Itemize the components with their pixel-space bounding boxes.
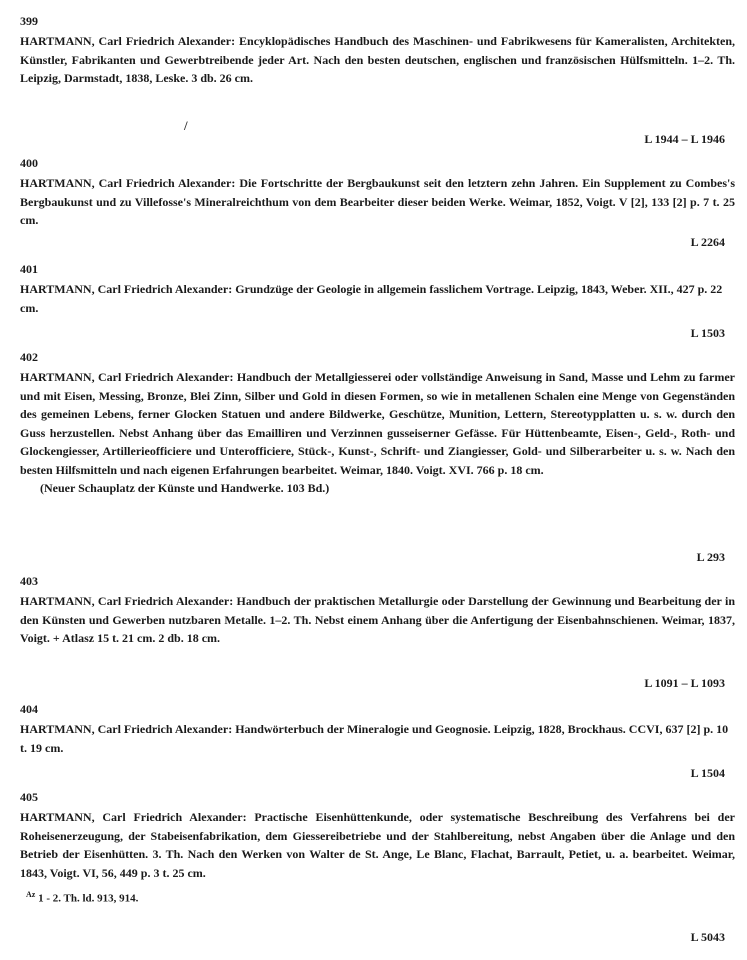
entry-number: 403 (20, 574, 38, 588)
entry-number: 399 (20, 14, 38, 28)
shelf-location: L 1503 (690, 326, 725, 340)
entry-399 (20, 14, 735, 146)
shelf-location: L 1504 (690, 766, 725, 780)
entry-404 (20, 702, 735, 780)
holdings-note (20, 888, 735, 906)
entry-number: 402 (20, 350, 38, 364)
shelf-location: L 293 (696, 550, 725, 564)
series-note: (Neuer Schauplatz der Künste und Handwerke. 103 Bd.) (40, 481, 330, 495)
entry-text: HARTMANN, Carl Friedrich Alexander: Handbuch der Metallgiesserei oder vollständige Anweisung in Sand, Masse und Lehm zu farmer und mit Eisen, Messing, Bronze, Blei Zinn, Silber und Gold in diesen Formen, so wie in metallenen Schalen eine Menge von Gegenständen des gemeinen Lebens, ferner Glocken Statuen und andere Bildwerke, Geschütze, Munition, Lettern, Stereotypplatten u. s. w. durch den Guss herzustellen. Nebst Anhang über das Emailliren und Verzinnen gusseiserner Gefässe. Für Hüttenbeamte, Eisen-, Geld-, Roth- und Glockengiesser, Artillerieofficiere und Unterofficiere, Stück-, Kunst-, Schrift- und Ziangiesser, Gold- und Silberarbeiter u. s. w. Nach den besten Hilfsmitteln und nach eigenen Erfahrungen bearbeitet. Weimar, 1840. Voigt. XVI. 766 p. 18 cm. (20, 370, 735, 477)
shelf-location: L 1944 – L 1946 (644, 132, 725, 146)
entry-401 (20, 262, 735, 340)
entry-text: HARTMANN, Carl Friedrich Alexander: Encyklopädisches Handbuch des Maschinen- und Fabrikwesens für Kameralisten, Architekten, Künstler, Fabrikanten und Gewerbtreibende jeder Art. Nach den besten deutschen, englischen und französischen Hülfsmitteln. 1–2. Th. Leipzig, Darmstadt, 1838, Leske. 3 db. 26 cm. (20, 34, 735, 85)
entry-text: HARTMANN, Carl Friedrich Alexander: Practische Eisenhüttenkunde, oder systematische Beschreibung des Verfahrens bei der Roheisenerzeugung, der Stabeisenfabrikation, dem Giessereibetriebe und der Stahlbereitung, nebst Angaben über die Anlage und den Betrieb der Eisenhütten. 3. Th. Nach den Werken von Walter de St. Ange, Le Blanc, Flachat, Barrault, Petiet, u. a. bearbeitet. Weimar, 1843, Voigt. VI, 56, 449 p. 3 t. 25 cm. (20, 810, 735, 880)
stray-mark: / (184, 118, 188, 133)
entry-text: HARTMANN, Carl Friedrich Alexander: Handwörterbuch der Mineralogie und Geognosie. Leipzig, 1828, Brockhaus. CCVI, 637 [2] p. 10 t. 19 cm. (20, 722, 729, 755)
entry-number: 401 (20, 262, 38, 276)
entry-400 (20, 156, 735, 249)
entry-402 (20, 350, 735, 564)
shelf-location: L 2264 (690, 235, 725, 249)
shelf-location: L 5043 (690, 930, 725, 944)
shelf-location: L 1091 – L 1093 (644, 676, 725, 690)
entry-405 (20, 790, 735, 944)
entry-number: 405 (20, 790, 38, 804)
entry-text: HARTMANN, Carl Friedrich Alexander: Handbuch der praktischen Metallurgie oder Darstellung der Gewinnung und Bearbeitung der in den Künsten und Gewerben nutzbaren Metalle. 1–2. Th. Nebst einem Anhang über die Anfertigung der Eisenbahnschienen. Weimar, 1837, Voigt. + Atlasz 15 t. 21 cm. 2 db. 18 cm. (20, 594, 735, 645)
entry-text: HARTMANN, Carl Friedrich Alexander: Grundzüge der Geologie in allgemein fasslichem Vortrage. Leipzig, 1843, Weber. XII., 427 p. 22 cm. (20, 282, 723, 315)
entry-number: 400 (20, 156, 38, 170)
entry-text: HARTMANN, Carl Friedrich Alexander: Die Fortschritte der Bergbaukunst seit den letztern zehn Jahren. Ein Supplement zu Combes's Bergbaukunst und zu Villefosse's Mineralreichthum von dem Bearbeiter dieser beiden Werke. Weimar, 1852, Voigt. V [2], 133 [2] p. 7 t. 25 cm. (20, 176, 735, 227)
az-text: 1 - 2. Th. ld. 913, 914. (38, 892, 139, 905)
entry-number: 404 (20, 702, 38, 716)
entry-403 (20, 574, 735, 690)
az-label: Az (26, 890, 36, 899)
